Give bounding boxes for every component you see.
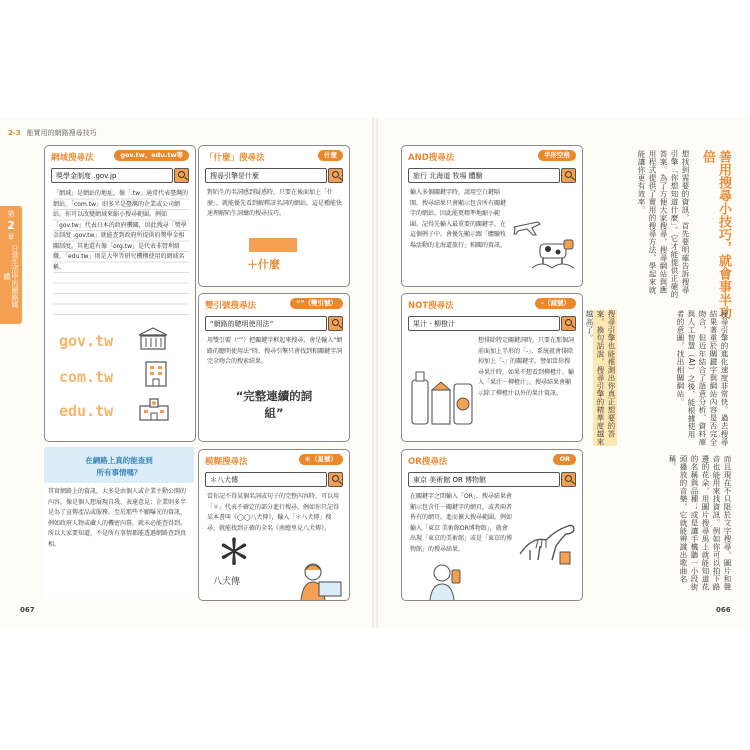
card-badge: 什麼 — [318, 150, 343, 161]
company-building-icon — [143, 360, 169, 388]
what-illustration — [249, 238, 297, 252]
cow-icon — [530, 238, 576, 272]
search-icon — [561, 316, 576, 331]
search-query-box: 東京 美術館 OR 博物館 — [408, 472, 560, 487]
card-badge: “”（雙引號） — [290, 298, 343, 309]
info-box — [44, 447, 194, 599]
right-page-paragraph: 搜尋引擎的進化速度非常快。過去搜尋結果著重於關鍵字與網站內容是否完全吻合，但近年結合了語意分析、資料庫與人工智慧（AI）之後，能根據使用者的意圖，找出相關網站。 — [676, 310, 729, 446]
school-building-icon — [137, 396, 171, 422]
card-title: 雙引號搜尋法 — [205, 301, 257, 311]
card-body: 當你記不得某個名詞或句子的完整內容時，可以用「＊」代表不確定的部分進行搜尋。例如你只記得某本書叫《◯◯八犬傳》，輸入「＊八犬傳」搜尋，就能找到正確的全名《南總里見八犬傳》。 — [207, 493, 340, 532]
right-page-highlight: 搜尋引擎也能推測出你真正想要的答案，換句話說，搜尋引擎的精準度越來越高了。 — [585, 310, 616, 446]
card-badge: OR — [553, 454, 576, 465]
info-box-body: 其實網路上的資訊，大多是由個人或企業主動公開的內容，像是個人想展現自我、表達意見；企業則多半是為了宣傳產品或服務。至於那些不願曝光的資訊，例如政府人物或藏人的機密內幕，就未必能查得到。所以大家要知道，不是所有事情都能透過網路查到真相。 — [48, 488, 187, 548]
search-icon — [328, 472, 343, 487]
side-tab-unit: 章 — [7, 232, 15, 241]
search-icon — [174, 168, 189, 183]
card-badge: -（減號） — [535, 298, 576, 309]
search-query-box: 果汁 - 柳橙汁 — [408, 316, 560, 331]
government-building-icon — [137, 326, 169, 352]
info-box-header — [44, 447, 194, 483]
search-query-box: 獎學金制度 .gov.jp — [51, 168, 173, 183]
search-icon — [561, 472, 576, 487]
search-icon — [328, 316, 343, 331]
card-body: 對陌生的名詞感到疑惑時，只要在後面加上「什麼」，就能優先看到解釋該名詞的網站。這是種能快速理解陌生詞彙的搜尋技巧。 — [207, 189, 343, 217]
card-badge: gov.tw、edu.tw等 — [114, 150, 189, 161]
exact-phrase-illustration: “完整連續的詞組” — [235, 389, 313, 420]
info-box-title: 在網路上真的能查到 — [85, 456, 153, 465]
what-illustration-label: ＋什麼 — [247, 258, 280, 271]
wildcard-illustration-label: 八犬傳 — [213, 577, 241, 587]
or-search-card — [401, 449, 583, 601]
chapter-side-tab — [0, 206, 22, 324]
and-search-card — [401, 145, 583, 287]
page-number-right: 066 — [716, 606, 731, 614]
juice-bottles-icon — [408, 368, 476, 432]
domain-word-edu: edu.tw — [59, 402, 114, 420]
card-title: 「什麼」搜尋法 — [205, 153, 265, 163]
person-with-phone-icon — [426, 562, 466, 600]
not-search-card — [401, 293, 583, 442]
right-page-paragraph: 而且現在不只限於文字搜尋，圖片和聲音也能用來找資訊。例如你可以拍下路邊的花朵，用圖片搜尋馬上就能知道花的名稱與品種；或是讓手機聽一小段街頭播放的音樂，它就能辨識出歌曲名稱。 — [668, 455, 732, 591]
domain-word-com: com.tw — [59, 368, 114, 386]
card-title: 網域搜尋法 — [51, 153, 94, 163]
card-title: NOT搜尋法 — [408, 301, 454, 311]
wildcard-search-card — [198, 449, 350, 601]
right-page-title: 善用搜尋小技巧，就會事半功倍 — [700, 150, 731, 319]
domain-word-gov: gov.tw — [59, 332, 114, 350]
chapter-ref: 2-3 — [8, 129, 21, 137]
page-number-left: 067 — [20, 606, 35, 614]
running-title: 能實用的網路搜尋技巧 — [26, 129, 97, 137]
card-badge: 半形空格 — [538, 150, 576, 161]
domain-search-card — [44, 145, 196, 442]
card-body: 想排除特定關鍵詞時，只要在那個詞前面加上半形的「-」，系統就會排除掉加上「-」的關鍵字。譬如當你搜尋果汁時，如果不想看到柳橙汁，輸入「果汁－柳橙汁」，搜尋結果會顯示除了柳橙汁以外的果汁資訊。 — [478, 337, 575, 397]
card-title: OR搜尋法 — [408, 457, 448, 467]
card-badge: ＊（星號） — [299, 454, 344, 465]
card-body: 在關鍵字之間輸入「OR」，搜尋結果會顯示包含任一關鍵字的網頁，或者兩者皆有的網頁。進而擴大搜尋範圍。例如輸入「東京 美術館OR博物館」，就會出現「東京的美術館」或是「東京的博物館」的搜尋結果。 — [410, 493, 512, 553]
side-tab-chapter: 2 — [7, 219, 15, 233]
search-query-box: 旅行 北海道 牧場 體驗 — [408, 168, 560, 183]
dinosaur-skeleton-icon — [516, 516, 578, 566]
running-head — [8, 128, 97, 138]
side-tab-vertical-title: 日常生活中的網路媒體 — [3, 245, 20, 309]
asterisk-glyph: ＊ — [217, 533, 251, 573]
search-query-box: 搜尋引擎是什麼 — [205, 168, 327, 183]
card-title: AND搜尋法 — [408, 153, 455, 163]
card-body: 「網域」是網站的地址，像「.tw」通常代表臺灣的網站，「com.tw」則多半是臺灣的企業或公司網站。你可以改變網域來縮小搜尋範圍。例如「gov.tw」代表日本的政府機關，因此搜尋「獎學金制度 .gov.tw」就能查到政府所提供的獎學金相關制度。其他還有像「org.tw」是代表非營利組織、「edu.tw」則是大學等研究機構使用的網域名稱。 — [53, 189, 189, 315]
book-gutter — [372, 118, 378, 628]
search-icon — [561, 168, 576, 183]
search-icon — [328, 168, 343, 183]
airplane-icon — [512, 216, 542, 236]
info-box-title: 所有事情嗎？ — [96, 468, 142, 477]
quotes-search-card — [198, 293, 350, 442]
side-tab-label: 第 — [7, 210, 15, 218]
card-title: 模糊搜尋法 — [205, 457, 248, 467]
person-with-laptop-icon — [295, 560, 345, 600]
card-body: 輸入多個關鍵字時，請用空白鍵隔開。搜尋結果只會顯示包含所有關鍵字的網站，因此能更精準地縮小範圍。記得先輸入最重要的關鍵字，在這個例子中，會優先顯示跟「體驗牧場活動的北海道旅行」相關的資訊。 — [410, 189, 507, 249]
card-body: 用雙引號（“”）把關鍵字框起來搜尋，會是輸入“網路的聰明使用法”時，搜尋引擎只會找到和關鍵字詞完全吻合的搜索結果。 — [207, 337, 343, 365]
search-query-box: “網路的聰明使用法” — [205, 316, 327, 331]
right-page-paragraph: 想找到需要的資訊，首先要明確告訴搜尋引擎「你想知道什麼」。它才能提供正確的答案。為了方便大家搜尋，搜尋網站與應用程式提供了實用的搜尋方法，學起來就能讓你更有效率。 — [637, 150, 690, 299]
search-query-box: ＊八犬傳 — [205, 472, 327, 487]
what-search-card — [198, 145, 350, 287]
